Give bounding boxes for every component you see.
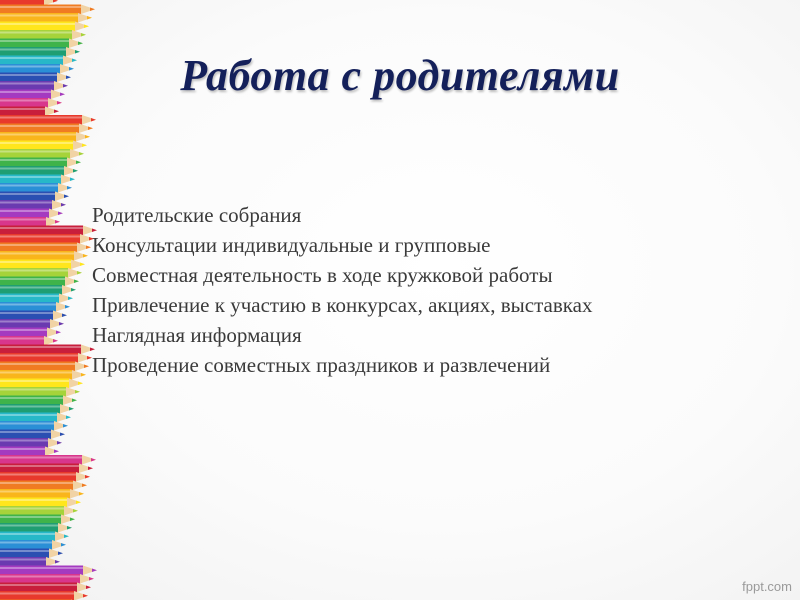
pencil bbox=[0, 421, 68, 431]
pencil bbox=[0, 98, 62, 108]
pencil bbox=[0, 489, 84, 499]
pencil bbox=[0, 557, 60, 567]
pencil bbox=[0, 464, 93, 474]
pencil bbox=[0, 183, 72, 193]
pencil bbox=[0, 166, 78, 176]
bullet-text: Наглядная информация bbox=[92, 323, 302, 347]
pencil bbox=[0, 311, 67, 321]
pencil bbox=[0, 209, 63, 219]
pencil bbox=[0, 506, 78, 516]
pencil bbox=[0, 90, 65, 100]
pencil bbox=[0, 141, 87, 151]
pencil bbox=[0, 64, 74, 74]
pencil bbox=[0, 124, 93, 134]
pencil bbox=[0, 532, 69, 542]
pencil bbox=[0, 149, 84, 159]
pencil bbox=[0, 447, 59, 457]
pencil bbox=[0, 56, 77, 66]
bullet-item bbox=[58, 203, 758, 233]
pencil bbox=[0, 192, 69, 202]
pencil bbox=[0, 387, 80, 397]
watermark: fppt.com bbox=[742, 579, 792, 594]
slide-title: Работа с родителями bbox=[180, 51, 620, 100]
bullet-item bbox=[58, 323, 758, 353]
pencil bbox=[0, 455, 96, 465]
pencil bbox=[0, 413, 71, 423]
pencil bbox=[0, 523, 72, 533]
pencil bbox=[0, 566, 97, 576]
pencil bbox=[0, 498, 81, 508]
bullet-item bbox=[58, 233, 758, 263]
pencil bbox=[0, 430, 65, 440]
pencil bbox=[0, 472, 90, 482]
bullet-text: Проведение совместных праздников и развлечений bbox=[92, 353, 551, 377]
pencil bbox=[0, 319, 64, 329]
pencil bbox=[0, 217, 60, 227]
pencil bbox=[0, 13, 92, 23]
pencil bbox=[0, 328, 61, 338]
pencil bbox=[0, 591, 88, 600]
bullet-item bbox=[58, 353, 758, 383]
pencil bbox=[0, 396, 77, 406]
bullet-item bbox=[58, 263, 758, 293]
pencil bbox=[0, 47, 80, 57]
pencil bbox=[0, 574, 94, 584]
pencil bbox=[0, 549, 63, 559]
pencil bbox=[0, 515, 75, 525]
pencil bbox=[0, 336, 58, 346]
pencil bbox=[0, 481, 87, 491]
pencil bbox=[0, 81, 68, 91]
bullet-text: Привлечение к участию в конкурсах, акциях, выставках bbox=[92, 293, 593, 317]
pencil bbox=[0, 73, 71, 83]
pencil bbox=[0, 200, 66, 210]
pencil bbox=[0, 404, 74, 414]
pencil bbox=[0, 30, 86, 40]
pencil bbox=[0, 5, 95, 15]
pencil bbox=[0, 583, 91, 593]
pencil bbox=[0, 438, 62, 448]
pencil bbox=[0, 107, 59, 117]
pencil bbox=[0, 115, 96, 125]
bullet-list bbox=[58, 203, 758, 383]
pencil bbox=[0, 132, 90, 142]
pencil bbox=[0, 39, 83, 49]
pencil bbox=[0, 540, 66, 550]
bullet-item bbox=[58, 293, 758, 323]
pencil bbox=[0, 158, 81, 168]
bullet-text: Консультации индивидуальные и групповые bbox=[92, 233, 491, 257]
bullet-text: Родительские собрания bbox=[92, 203, 302, 227]
bullet-text: Совместная деятельность в ходе кружковой работы bbox=[92, 263, 553, 287]
pencil bbox=[0, 175, 75, 185]
pencil bbox=[0, 22, 89, 32]
